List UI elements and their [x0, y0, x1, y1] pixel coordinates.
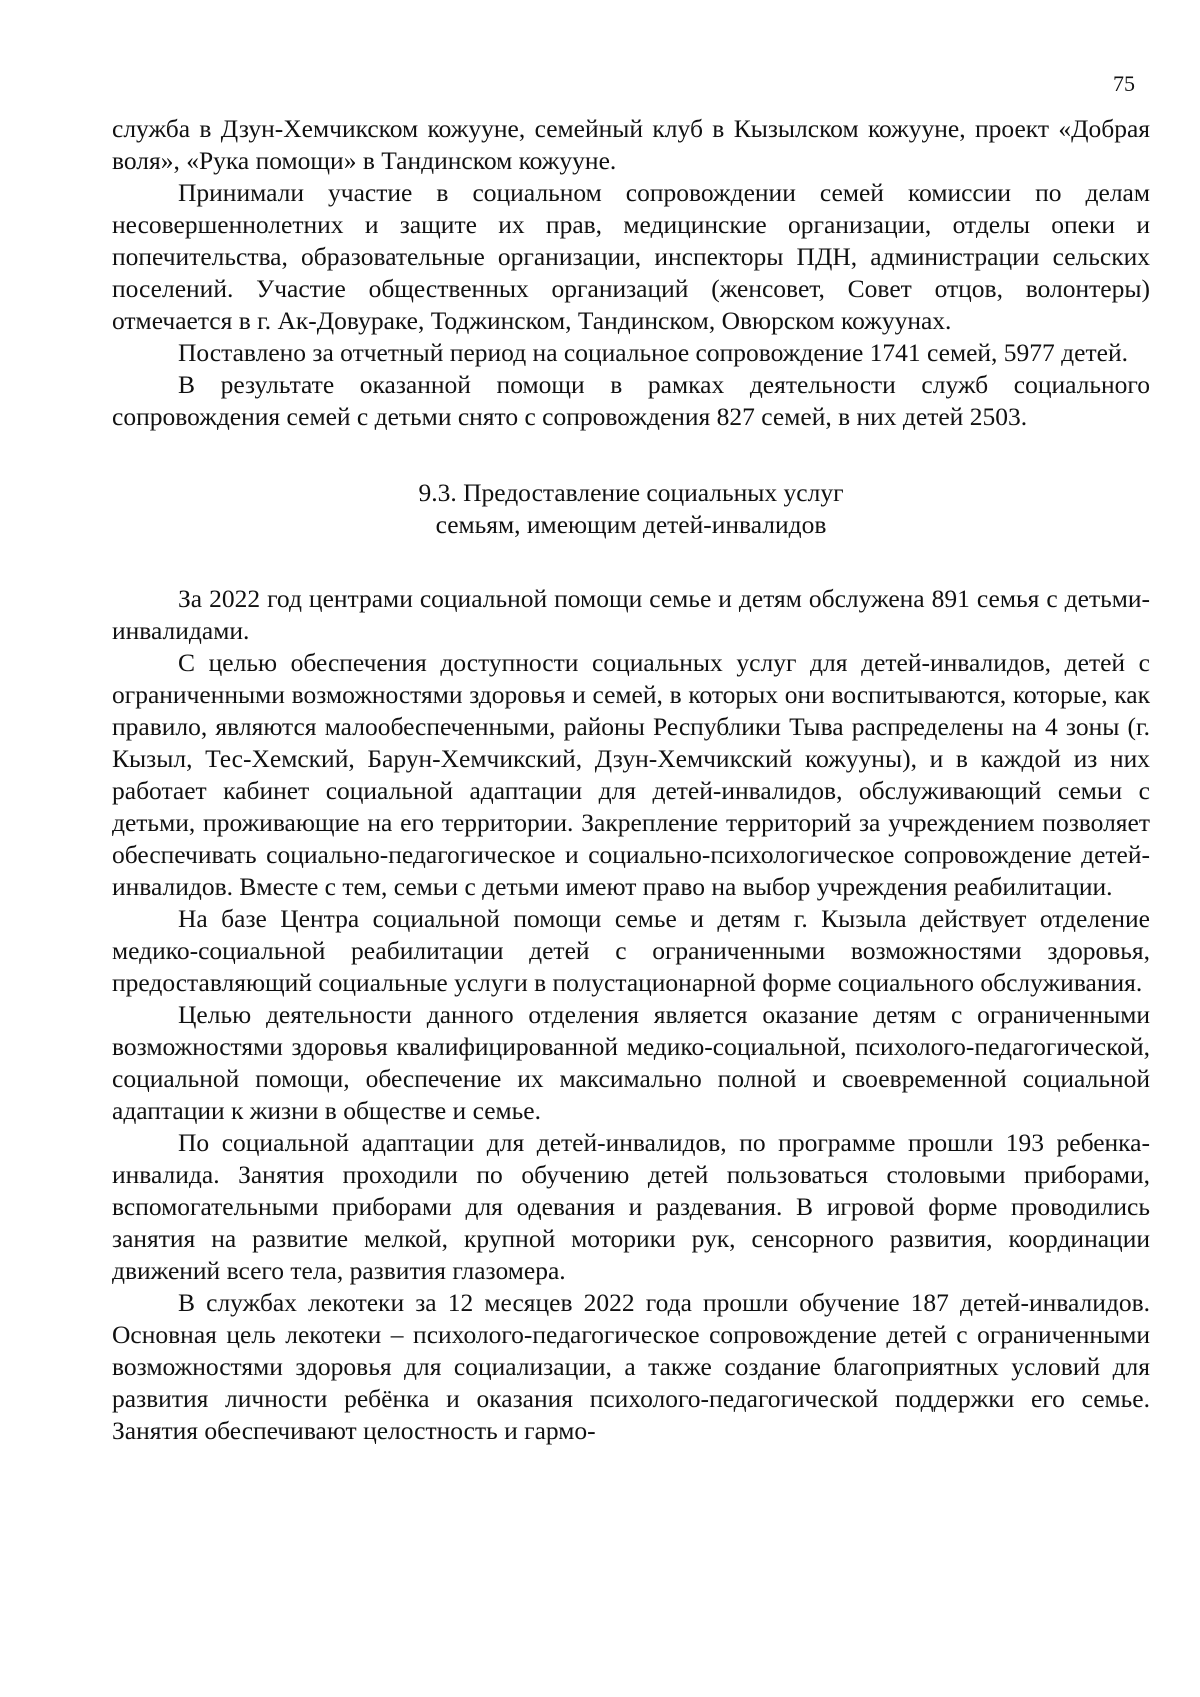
paragraph: Принимали участие в социальном сопровождении семей комиссии по делам несовершеннолетних и защите их прав, медицинские организации, отделы опеки и попечительства, образовательные организации, инспекторы ПДН, администрации сельских поселений. Участие общественных организаций (женсовет, Совет отцов, волонтеры) отмечается в г. Ак-Довураке, Тоджинском, Тандинском, Овюрском кожуунах. — [112, 178, 1150, 335]
paragraph: С целью обеспечения доступности социальных услуг для детей-инвалидов, детей с ограниченными возможностями здоровья и семей, в которых они воспитываются, которые, как правило, являются малообеспеченными, районы Республики Тыва распределены на 4 зоны (г. Кызыл, Тес-Хемский, Барун-Хемчикский, Дзун-Хемчикский кожууны), и в каждой из них работает кабинет социальной адаптации для детей-инвалидов, обслуживающий семьи с детьми, проживающие на его территории. Закрепление территорий за учреждением позволяет обеспечивать социально-педагогическое и социально-психологическое сопровождение детей-инвалидов. Вместе с тем, семьи с детьми имеют право на выбор учреждения реабилитации. — [112, 648, 1150, 901]
paragraph: служба в Дзун-Хемчикском кожууне, семейный клуб в Кызылском кожууне, проект «Добрая воля», «Рука помощи» в Тандинском кожууне. — [112, 114, 1150, 175]
section-title-line-1: 9.3. Предоставление социальных услуг — [418, 478, 844, 507]
paragraph: Целью деятельности данного отделения является оказание детям с ограниченными возможностями здоровья квалифицированной медико-социальной, психолого-педагогической, социальной помощи, обеспечение их максимально полной и своевременной социальной адаптации к жизни в обществе и семье. — [112, 1000, 1150, 1125]
paragraph: За 2022 год центрами социальной помощи семье и детям обслужена 891 семья с детьми-инвалидами. — [112, 584, 1150, 645]
page-number: 75 — [1113, 71, 1135, 96]
paragraphs-before-section — [112, 113, 1150, 433]
section-title-line-2: семьям, имеющим детей-инвалидов — [435, 510, 827, 539]
document-body — [112, 113, 1150, 1447]
section-heading — [112, 477, 1150, 541]
paragraphs-after-section — [112, 583, 1150, 1447]
paragraph: В результате оказанной помощи в рамках деятельности служб социального сопровождения семей с детьми снято с сопровождения 827 семей, в них детей 2503. — [112, 370, 1150, 431]
paragraph: В службах лекотеки за 12 месяцев 2022 года прошли обучение 187 детей-инвалидов. Основная цель лекотеки – психолого-педагогическое сопровождение детей с ограниченными возможностями здоровья для социализации, а также создание благоприятных условий для развития личности ребёнка и оказания психолого-педагогической поддержки его семье. Занятия обеспечивают целостность и гармо- — [112, 1288, 1150, 1445]
paragraph: Поставлено за отчетный период на социальное сопровождение 1741 семей, 5977 детей. — [178, 338, 1128, 367]
paragraph: На базе Центра социальной помощи семье и детям г. Кызыла действует отделение медико-социальной реабилитации детей с ограниченными возможностями здоровья, предоставляющий социальные услуги в полустационарной форме социального обслуживания. — [112, 904, 1150, 997]
paragraph: По социальной адаптации для детей-инвалидов, по программе прошли 193 ребенка-инвалида. Занятия проходили по обучению детей пользоваться столовыми приборами, вспомогательными приборами для одевания и раздевания. В игровой форме проводились занятия на развитие мелкой, крупной моторики рук, сенсорного развития, координации движений всего тела, развития глазомера. — [112, 1128, 1150, 1285]
